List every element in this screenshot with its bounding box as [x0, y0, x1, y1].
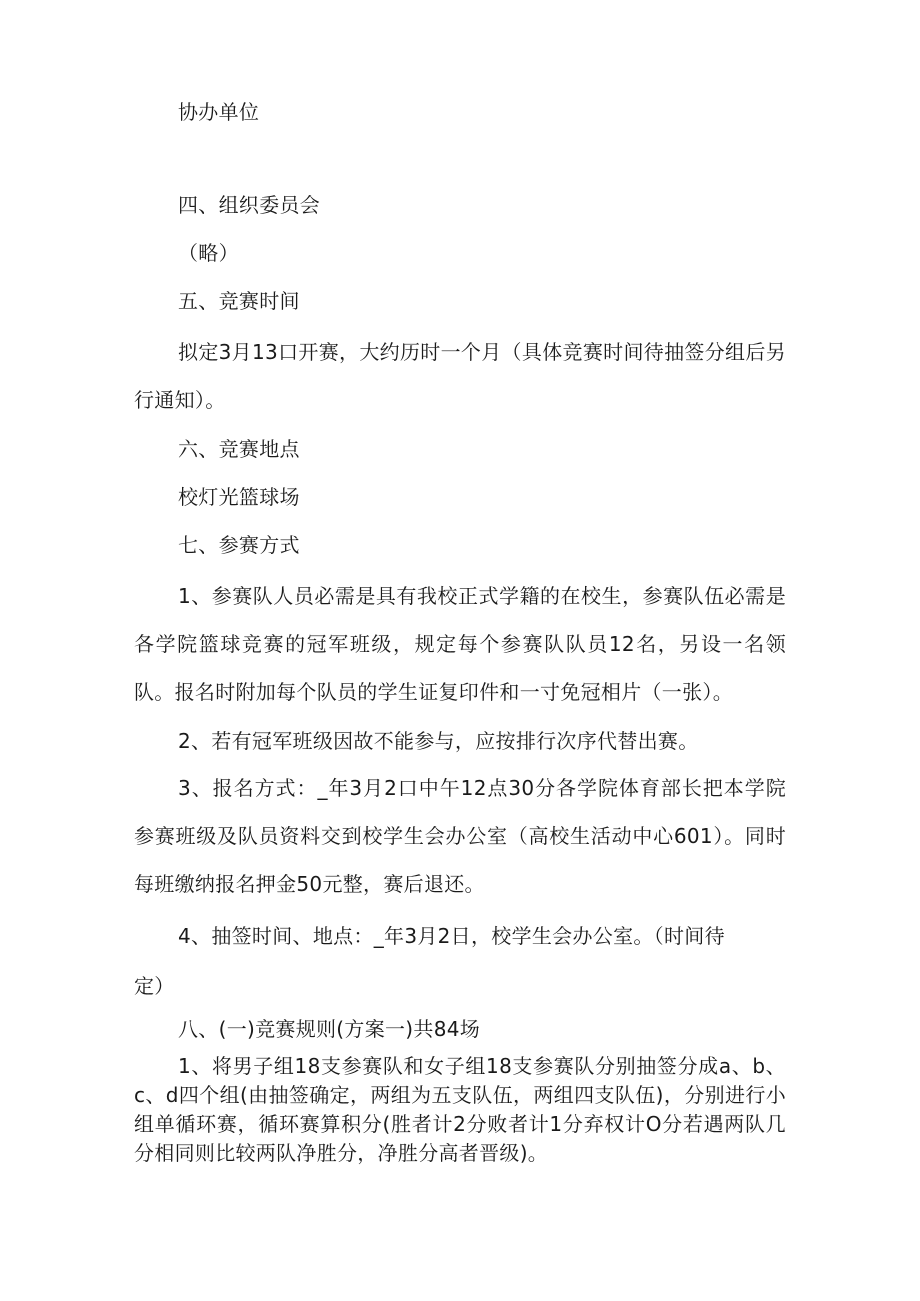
- section-5-heading: 五、竞赛时间: [178, 289, 300, 313]
- section-6-body: 校灯光篮球场: [178, 485, 300, 509]
- entry-rule-1: 1、参赛队人员必需是具有我校正式学籍的在校生，参赛队伍必需是各学院篮球竞赛的冠军班级，规定每个参赛队队员12名，另设一名领队。报名时附加每个队员的学生证复印件和一寸免冠相片（一张）。: [134, 584, 786, 704]
- section-6-heading: 六、竞赛地点: [178, 437, 300, 461]
- section-5-body: 拟定3月13口开赛，大约历时一个月（具体竞赛时间待抽签分组后另行通知）。: [134, 340, 786, 412]
- entry-rule-3: 3、报名方式：_年3月2口中午12点30分各学院体育部长把本学院参赛班级及队员资料交到校学生会办公室（高校生活动中心601）。同时每班缴纳报名押金50元整，赛后退还。: [134, 776, 786, 896]
- co-organizer-label: 协办单位: [178, 100, 260, 124]
- entry-rule-4-line-2: 定）: [134, 974, 175, 998]
- section-8-rule-1: 1、将男子组18支参赛队和女子组18支参赛队分别抽签分成a、b、c、d四个组(由抽签确定，两组为五支队伍，两组四支队伍)，分别进行小组单循环赛，循环赛算积分(胜者计2分败者计1分弃权计O分若遇两队几分相同则比较两队净胜分，净胜分高者晋级)。: [134, 1054, 786, 1165]
- entry-rule-2: 2、若有冠军班级因故不能参与，应按排行次序代替出赛。: [178, 729, 699, 753]
- section-4-heading: 四、组织委员会: [178, 193, 321, 217]
- entry-rule-4-line-1: 4、抽签时间、地点：_年3月2日，校学生会办公室。（时间待: [178, 924, 725, 948]
- section-8-heading: 八、(一)竞赛规则(方案一)共84场: [178, 1017, 481, 1041]
- section-7-heading: 七、参赛方式: [178, 533, 300, 557]
- section-4-body: （略）: [178, 241, 239, 265]
